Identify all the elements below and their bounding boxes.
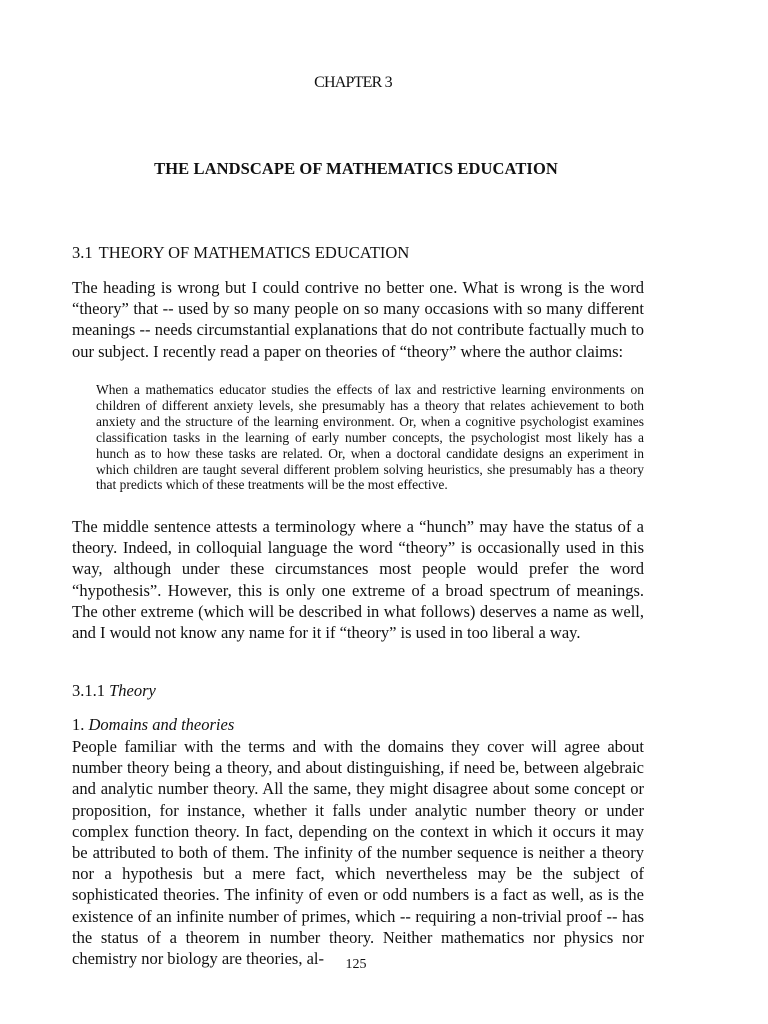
subsubsection-heading	[72, 715, 234, 735]
domains-paragraph: People familiar with the terms and with the domains they cover will agree about number theory being a theory, and about distinguishing, if need be, between algebraic and analytic number theory. All the same, they might disagree about some concept or proposition, for instance, whether it falls under analytic number theory or under complex function theory. In fact, depending on the context in which it occurs it may be attributed to both of them. The infinity of the number sequence is neither a theory nor a hypothesis but a mere fact, which nevertheless may be the subject of sophisticated theories. The infinity of even or odd numbers is a fact as well, as is the existence of an infinite number of primes, which -- requiring a non-trivial proof -- has the status of a theorem in number theory. Neither mathematics nor physics nor chemistry nor biology are theories, al-	[72, 737, 644, 969]
subsection-title: Theory	[109, 681, 156, 700]
chapter-label: CHAPTER 3	[314, 74, 392, 91]
subsection-heading	[72, 681, 156, 701]
subsection-number: 3.1.1	[72, 681, 105, 700]
intro-paragraph: The heading is wrong but I could contrive no better one. What is wrong is the word “theory” that -- used by so many people on so many occasions with so many different meanings -- needs circumstantial explanations that do not contribute factually much to our subject. I recently read a paper on theories of “theory” where the author claims:	[72, 278, 644, 361]
block-quote: When a mathematics educator studies the effects of lax and restrictive learning environments on children of different anxiety levels, she presumably has a theory that relates achievement to both anxiety and the structure of the learning environment. Or, when a cognitive psychologist examines classification tasks in the learning of early number concepts, the psychologist most likely has a hunch as to how these tasks are related. Or, when a doctoral candidate designs an experiment in which children are taught several different problem solving heuristics, she presumably has a theory that predicts which of these treatments will be the most effective.	[96, 382, 644, 493]
section-heading	[72, 243, 409, 263]
section-number: 3.1	[72, 243, 93, 262]
chapter-title: THE LANDSCAPE OF MATHEMATICS EDUCATION	[154, 159, 558, 178]
subsubsection-number: 1.	[72, 715, 85, 734]
middle-sentence-paragraph: The middle sentence attests a terminology where a “hunch” may have the status of a theory. Indeed, in colloquial language the word “theory” is occasionally used in this way, although under these circumstances most people would prefer the word “hypothesis”. However, this is only one extreme of a broad spectrum of meanings. The other extreme (which will be described in what follows) deserves a name as well, and I would not know any name for it if “theory” is used in too liberal a way.	[72, 517, 644, 643]
page-number: 125	[345, 957, 367, 972]
subsubsection-title: Domains and theories	[88, 715, 235, 734]
section-title: THEORY OF MATHEMATICS EDUCATION	[98, 243, 410, 262]
